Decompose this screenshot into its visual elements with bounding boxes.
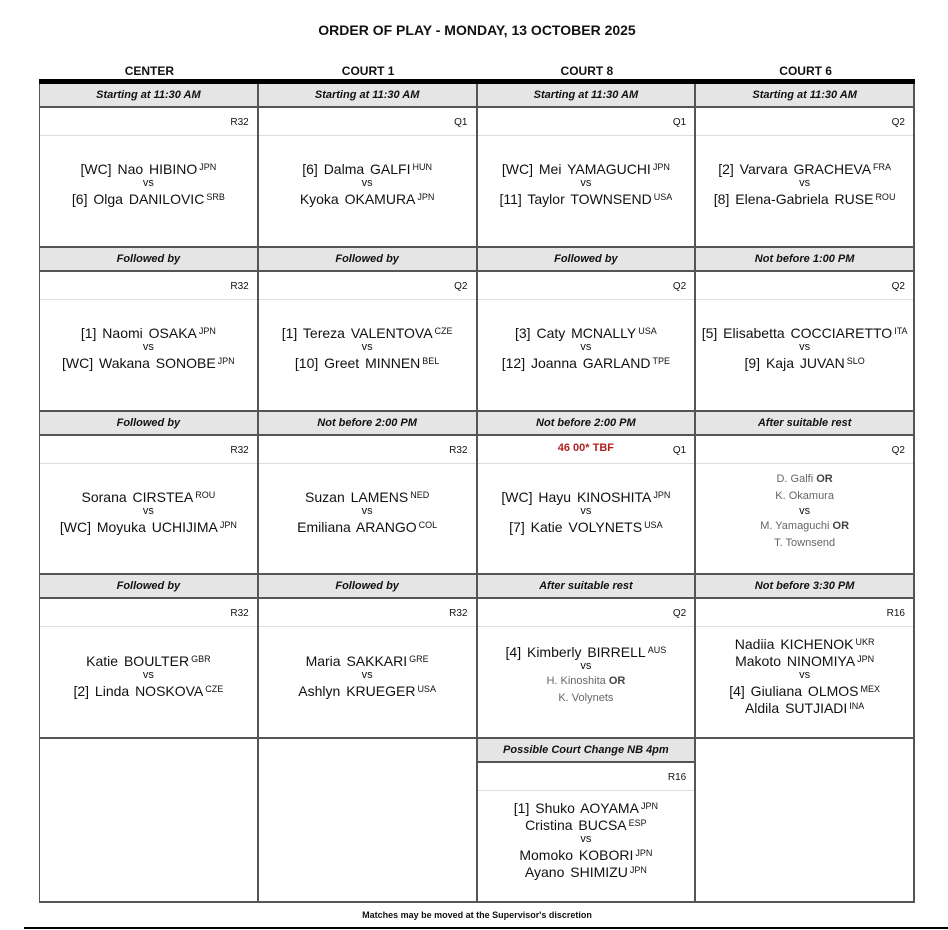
vs-label: vs	[142, 504, 154, 517]
player-line	[515, 324, 657, 341]
round-row	[696, 599, 913, 627]
player-line	[514, 799, 658, 816]
vs-label: vs	[580, 832, 592, 845]
player-line	[295, 354, 439, 371]
empty-cell	[40, 739, 259, 903]
player-line	[86, 652, 210, 669]
nationality-code: CZE	[205, 683, 224, 694]
vs-label: vs	[580, 504, 592, 517]
match-cell	[696, 84, 915, 248]
match-cell	[40, 248, 259, 412]
empty-cell	[696, 739, 915, 903]
start-time-header: Possible Court Change NB 4pm	[478, 739, 695, 763]
round-row	[40, 599, 257, 627]
round-label: Q2	[891, 117, 905, 128]
player-name: Suzan LAMENS	[305, 488, 409, 505]
player-name: [WC] Hayu KINOSHITA	[501, 488, 652, 505]
player-name: Makoto NINOMIYA	[735, 652, 856, 669]
start-time-header: Not before 3:30 PM	[696, 575, 913, 599]
nationality-code: FRA	[873, 162, 892, 173]
player-line	[745, 699, 864, 716]
player-line	[60, 518, 237, 535]
empty-cell	[259, 739, 478, 903]
vs-label: vs	[799, 504, 811, 517]
round-row	[696, 108, 913, 136]
player-name: [WC] Moyuka UCHIJIMA	[59, 518, 218, 535]
match-body	[696, 300, 913, 410]
vs-label: vs	[799, 177, 811, 190]
vs-label: vs	[142, 668, 154, 681]
round-row	[696, 272, 913, 300]
player-line	[282, 324, 453, 341]
player-line	[305, 488, 429, 505]
player-line	[80, 160, 216, 177]
round-label: R32	[230, 444, 249, 456]
nationality-code: BEL	[422, 356, 440, 367]
nationality-code: JPN	[653, 489, 671, 500]
match-body	[478, 136, 695, 246]
player-line	[714, 190, 896, 207]
nationality-code: ROU	[195, 489, 216, 500]
player-line	[729, 682, 880, 699]
court-header-court-8: COURT 8	[560, 64, 614, 78]
tbd-player: K. Okamura	[775, 489, 834, 502]
nationality-code: JPN	[219, 519, 237, 530]
round-label: Q2	[672, 280, 687, 292]
nationality-code: MEX	[860, 683, 881, 694]
round-label: Q1	[454, 117, 468, 128]
match-cell	[478, 412, 697, 576]
round-row	[40, 272, 257, 300]
round-label: Q2	[891, 444, 905, 456]
player-line	[81, 324, 216, 341]
vs-label: vs	[142, 177, 154, 190]
nationality-code: JPN	[417, 192, 435, 203]
match-body	[478, 791, 695, 901]
player-name: Kyoka OKAMURA	[299, 191, 416, 208]
player-line	[82, 488, 216, 505]
player-line	[506, 643, 667, 660]
match-body	[478, 464, 695, 574]
nationality-code: ITA	[894, 326, 908, 337]
nationality-code: USA	[644, 519, 663, 530]
match-cell	[696, 412, 915, 576]
match-cell	[40, 575, 259, 739]
nationality-code: JPN	[629, 864, 647, 875]
match-cell	[696, 575, 915, 739]
player-name: [6] Olga DANILOVIC	[71, 191, 205, 208]
player-name: [3] Caty MCNALLY	[515, 325, 637, 342]
round-row	[478, 272, 695, 300]
match-cell	[259, 412, 478, 576]
match-cell	[259, 248, 478, 412]
round-row	[478, 763, 695, 791]
start-time-header: Not before 1:00 PM	[696, 248, 913, 272]
match-body	[696, 627, 913, 737]
nationality-code: COL	[418, 519, 438, 530]
vs-label: vs	[580, 177, 592, 190]
match-body	[40, 464, 257, 574]
court-header-center: CENTER	[124, 64, 175, 78]
round-label: R32	[449, 444, 468, 456]
round-label: Q2	[672, 608, 687, 620]
tbd-player: K. Volynets	[558, 692, 614, 705]
player-name: Ayano SHIMIZU	[524, 863, 628, 880]
nationality-code: USA	[417, 683, 436, 694]
nationality-code: JPN	[198, 326, 216, 337]
round-row	[259, 436, 476, 464]
tbd-line	[777, 471, 833, 488]
player-name: Cristina BUCSA	[525, 816, 627, 833]
start-time-header: Starting at 11:30 AM	[259, 84, 476, 108]
court-header-court-1: COURT 1	[341, 64, 395, 78]
tbd-or: OR	[608, 675, 626, 688]
player-name: Momoko KOBORI	[519, 846, 634, 863]
round-label: R16	[886, 608, 905, 620]
footer-note: Matches may be moved at the Supervisor's discretion	[362, 910, 592, 920]
player-line	[501, 488, 670, 505]
start-time-header: Followed by	[478, 248, 695, 272]
player-name: [2] Varvara GRACHEVA	[718, 161, 872, 178]
nationality-code: UKR	[855, 636, 875, 647]
start-time-header: Not before 2:00 PM	[478, 412, 695, 436]
player-name: Maria SAKKARI	[305, 652, 408, 669]
nationality-code: JPN	[857, 653, 875, 664]
tbd-player: H. Kinoshita	[546, 675, 606, 688]
round-row	[478, 108, 695, 136]
round-row	[259, 272, 476, 300]
player-name: [9] Kaja JUVAN	[744, 355, 845, 372]
round-row	[478, 599, 695, 627]
player-name: [2] Linda NOSKOVA	[73, 682, 204, 699]
nationality-code: HUN	[412, 162, 432, 173]
nationality-code: TPE	[652, 356, 670, 367]
player-line	[745, 354, 865, 371]
player-name: [1] Shuko AOYAMA	[513, 799, 639, 816]
player-name: [1] Naomi OSAKA	[80, 325, 197, 342]
player-name: [WC] Wakana SONOBE	[62, 355, 216, 372]
tbd-line	[760, 518, 849, 535]
tbd-player: M. Yamaguchi	[760, 519, 830, 532]
player-name: Ashlyn KRUEGER	[298, 682, 416, 699]
vs-label: vs	[799, 668, 811, 681]
vs-label: vs	[580, 660, 592, 673]
round-label: R32	[230, 280, 249, 292]
player-line	[73, 682, 223, 699]
tbd-or: OR	[816, 472, 833, 485]
start-time-header: Followed by	[259, 248, 476, 272]
nationality-code: JPN	[199, 162, 217, 173]
match-body	[478, 300, 695, 410]
player-name: [1] Tereza VALENTOVA	[281, 325, 433, 342]
match-cell	[478, 84, 697, 248]
match-cell	[40, 412, 259, 576]
nationality-code: AUS	[647, 645, 667, 656]
match-cell	[259, 84, 478, 248]
match-note: 46 00* TBF	[557, 441, 614, 454]
round-label: Q2	[891, 280, 905, 292]
start-time-header: Followed by	[40, 412, 257, 436]
round-row	[40, 108, 257, 136]
nationality-code: JPN	[640, 800, 658, 811]
player-line	[718, 160, 891, 177]
vs-label: vs	[361, 504, 373, 517]
match-body	[259, 136, 476, 246]
match-cell	[478, 575, 697, 739]
match-cell	[696, 248, 915, 412]
match-cell	[478, 248, 697, 412]
match-body	[259, 464, 476, 574]
nationality-code: USA	[638, 326, 657, 337]
player-name: [8] Elena-Gabriela RUSE	[713, 191, 874, 208]
player-line	[302, 160, 432, 177]
player-line	[62, 354, 235, 371]
court-headers	[40, 64, 915, 80]
start-time-header: Followed by	[40, 248, 257, 272]
player-name: [5] Elisabetta COCCIARETTO	[701, 325, 893, 342]
player-name: [7] Katie VOLYNETS	[509, 518, 643, 535]
court-header-court-6: COURT 6	[779, 64, 832, 78]
start-time-header: After suitable rest	[478, 575, 695, 599]
match-cell	[259, 575, 478, 739]
player-line	[735, 652, 874, 669]
player-line	[300, 190, 435, 207]
match-body	[259, 627, 476, 737]
match-body	[40, 136, 257, 246]
player-name: [6] Dalma GALFI	[302, 161, 411, 178]
round-row	[478, 436, 695, 464]
vs-label: vs	[361, 668, 373, 681]
player-name: Katie BOULTER	[86, 652, 190, 669]
round-label: R32	[230, 117, 249, 128]
player-line	[519, 846, 652, 863]
match-body	[40, 627, 257, 737]
start-time-header: Starting at 11:30 AM	[40, 84, 257, 108]
nationality-code: ESP	[628, 817, 647, 828]
player-name: [4] Kimberly BIRRELL	[505, 644, 646, 661]
round-label: Q2	[454, 280, 468, 292]
round-label: R16	[667, 772, 687, 784]
player-name: Sorana CIRSTEA	[81, 488, 194, 505]
start-time-header: Starting at 11:30 AM	[696, 84, 913, 108]
nationality-code: SLO	[846, 356, 865, 367]
start-time-header: Followed by	[259, 575, 476, 599]
player-line	[525, 863, 647, 880]
match-body	[696, 136, 913, 246]
player-line	[702, 324, 908, 341]
match-cell	[478, 739, 697, 903]
player-name: [WC] Mei YAMAGUCHI	[501, 161, 651, 178]
round-row	[696, 436, 913, 464]
match-body	[696, 464, 913, 574]
page-title: ORDER OF PLAY - MONDAY, 13 OCTOBER 2025	[318, 22, 636, 38]
player-name: [11] Taylor TOWNSEND	[499, 191, 652, 208]
nationality-code: GBR	[191, 653, 211, 664]
start-time-header: Starting at 11:30 AM	[478, 84, 695, 108]
start-time-header: Not before 2:00 PM	[259, 412, 476, 436]
nationality-code: CZE	[434, 326, 453, 337]
nationality-code: JPN	[652, 162, 670, 173]
start-time-header: After suitable rest	[696, 412, 913, 436]
match-body	[259, 300, 476, 410]
player-name: [10] Greet MINNEN	[294, 355, 421, 372]
round-label: R32	[230, 608, 249, 620]
nationality-code: SRB	[206, 192, 225, 203]
player-line	[499, 190, 672, 207]
player-line	[502, 354, 670, 371]
nationality-code: NED	[410, 489, 430, 500]
player-name: Nadiia KICHENOK	[734, 635, 854, 652]
player-line	[525, 816, 647, 833]
player-name: [12] Joanna GARLAND	[501, 355, 651, 372]
nationality-code: GRE	[409, 653, 429, 664]
vs-label: vs	[580, 341, 592, 354]
player-line	[509, 518, 662, 535]
nationality-code: JPN	[217, 356, 235, 367]
player-line	[502, 160, 670, 177]
round-label: Q1	[672, 117, 687, 128]
nationality-code: USA	[653, 192, 673, 203]
vs-label: vs	[361, 341, 373, 354]
round-row	[40, 436, 257, 464]
round-row	[259, 108, 476, 136]
match-body	[40, 300, 257, 410]
player-line	[735, 635, 875, 652]
player-line	[306, 652, 429, 669]
round-row	[259, 599, 476, 627]
tbd-line	[546, 673, 625, 690]
player-name: [4] Giuliana OLMOS	[729, 682, 859, 699]
round-label: R32	[449, 608, 468, 620]
nationality-code: JPN	[635, 847, 653, 858]
match-cell	[40, 84, 259, 248]
footer-divider	[24, 927, 948, 929]
player-line	[298, 682, 436, 699]
start-time-header: Followed by	[40, 575, 257, 599]
vs-label: vs	[799, 341, 811, 354]
schedule-grid	[39, 84, 915, 903]
tbd-or: OR	[832, 519, 850, 532]
player-line	[297, 518, 437, 535]
player-name: Aldila SUTJIADI	[744, 699, 848, 716]
vs-label: vs	[361, 177, 373, 190]
player-name: [WC] Nao HIBINO	[80, 161, 198, 178]
nationality-code: INA	[849, 700, 865, 711]
tbd-player: T. Townsend	[774, 536, 836, 549]
vs-label: vs	[142, 341, 154, 354]
player-line	[72, 190, 225, 207]
player-name: Emiliana ARANGO	[297, 518, 417, 535]
round-label: Q1	[672, 444, 687, 456]
match-body	[478, 627, 695, 737]
tbd-player: D. Galfi	[776, 472, 814, 485]
nationality-code: ROU	[875, 192, 896, 203]
